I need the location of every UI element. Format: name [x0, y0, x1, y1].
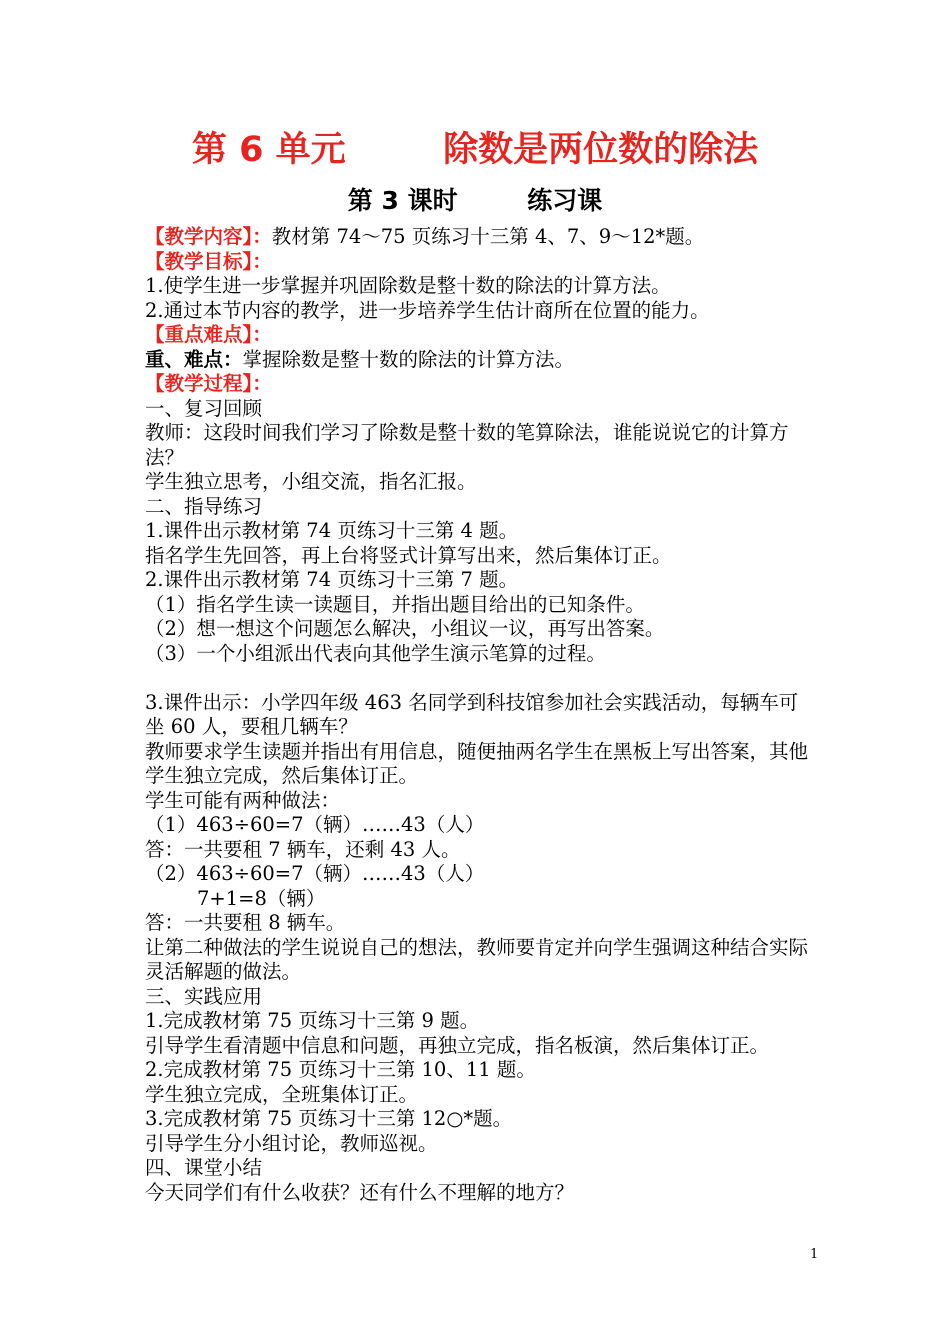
lesson-body [145, 225, 815, 1205]
paragraph: （2）想一想这个问题怎么解决，小组议一议，再写出答案。 [145, 617, 665, 640]
keypoints-label: 【重点难点】： [145, 323, 272, 346]
paragraph: （1）463÷60=7（辆）……43（人） [145, 813, 485, 836]
objective-item: 2.通过本节内容的教学，进一步培养学生估计商所在位置的能力。 [145, 298, 710, 322]
paragraph: 今天同学们有什么收获？还有什么不理解的地方？ [145, 1180, 575, 1204]
objectives-label: 【教学目标】： [145, 249, 272, 273]
unit-title: 第 6 单元 除数是两位数的除法 [191, 130, 759, 170]
paragraph: 2.课件出示教材第 74 页练习十三第 7 题。 [145, 568, 519, 591]
paragraph: 引导学生分小组讨论，教师巡视。 [145, 1131, 438, 1155]
page-number: 1 [810, 1247, 819, 1262]
section-heading: 一、复习回顾 [145, 396, 263, 420]
keypoints-line [145, 348, 815, 373]
content-text: 教材第 74～75 页练习十三第 4、7、9～12*题。 [271, 225, 705, 248]
lesson-subtitle: 第 3 课时 练习课 [347, 186, 603, 215]
paragraph: 引导学生看清题中信息和问题，再独立完成，指名板演，然后集体订正。 [145, 1033, 770, 1057]
paragraph: 教师要求学生读题并指出有用信息，随便抽两名学生在黑板上写出答案，其他学生独立完成，然后集体订正。 [145, 739, 809, 787]
paragraph: 学生独立完成，全班集体订正。 [145, 1082, 419, 1106]
paragraph: 指名学生先回答，再上台将竖式计算写出来，然后集体订正。 [145, 543, 672, 567]
paragraph: 3.完成教材第 75 页练习十三第 12○*题。 [145, 1107, 513, 1130]
keypoints-text: 掌握除数是整十数的除法的计算方法。 [242, 347, 575, 371]
paragraph: 1.完成教材第 75 页练习十三第 9 题。 [145, 1009, 480, 1032]
section-heading: 二、指导练习 [145, 494, 263, 518]
paragraph: 1.课件出示教材第 74 页练习十三第 4 题。 [145, 519, 519, 542]
paragraph: （1）指名学生读一读题目，并指出题目给出的已知条件。 [145, 592, 645, 616]
paragraph: 3.课件出示：小学四年级 463 名同学到科技馆参加社会实践活动，每辆车可坐 60 人，要租几辆车？ [145, 690, 799, 738]
content-label: 【教学内容】： [145, 225, 272, 248]
keypoints-prefix: 重、难点： [145, 347, 243, 371]
section-heading: 三、实践应用 [145, 984, 263, 1008]
paragraph: 2.完成教材第 75 页练习十三第 10、11 题。 [145, 1058, 536, 1081]
paragraph: 答：一共要租 7 辆车，还剩 43 人。 [145, 837, 461, 861]
paragraph: （2）463÷60=7（辆）……43（人） [145, 862, 485, 885]
paragraph: 学生独立思考，小组交流，指名汇报。 [145, 470, 477, 493]
objective-item: 1.使学生进一步掌握并巩固除数是整十数的除法的计算方法。 [145, 274, 671, 297]
blank-line [145, 666, 815, 691]
paragraph: （3）一个小组派出代表向其他学生演示笔算的过程。 [145, 641, 606, 665]
section-heading: 四、课堂小结 [145, 1156, 263, 1179]
process-label: 【教学过程】： [145, 372, 272, 395]
paragraph: 教师：这段时间我们学习了除数是整十数的笔算除法，谁能说说它的计算方法？ [145, 421, 789, 469]
paragraph: 7+1=8（辆） [197, 886, 326, 910]
paragraph: 答：一共要租 8 辆车。 [145, 911, 346, 934]
paragraph: 让第二种做法的学生说说自己的想法，教师要肯定并向学生强调这种结合实际灵活解题的做法。 [145, 935, 809, 983]
paragraph: 学生可能有两种做法： [145, 788, 341, 812]
content-line [145, 225, 815, 250]
